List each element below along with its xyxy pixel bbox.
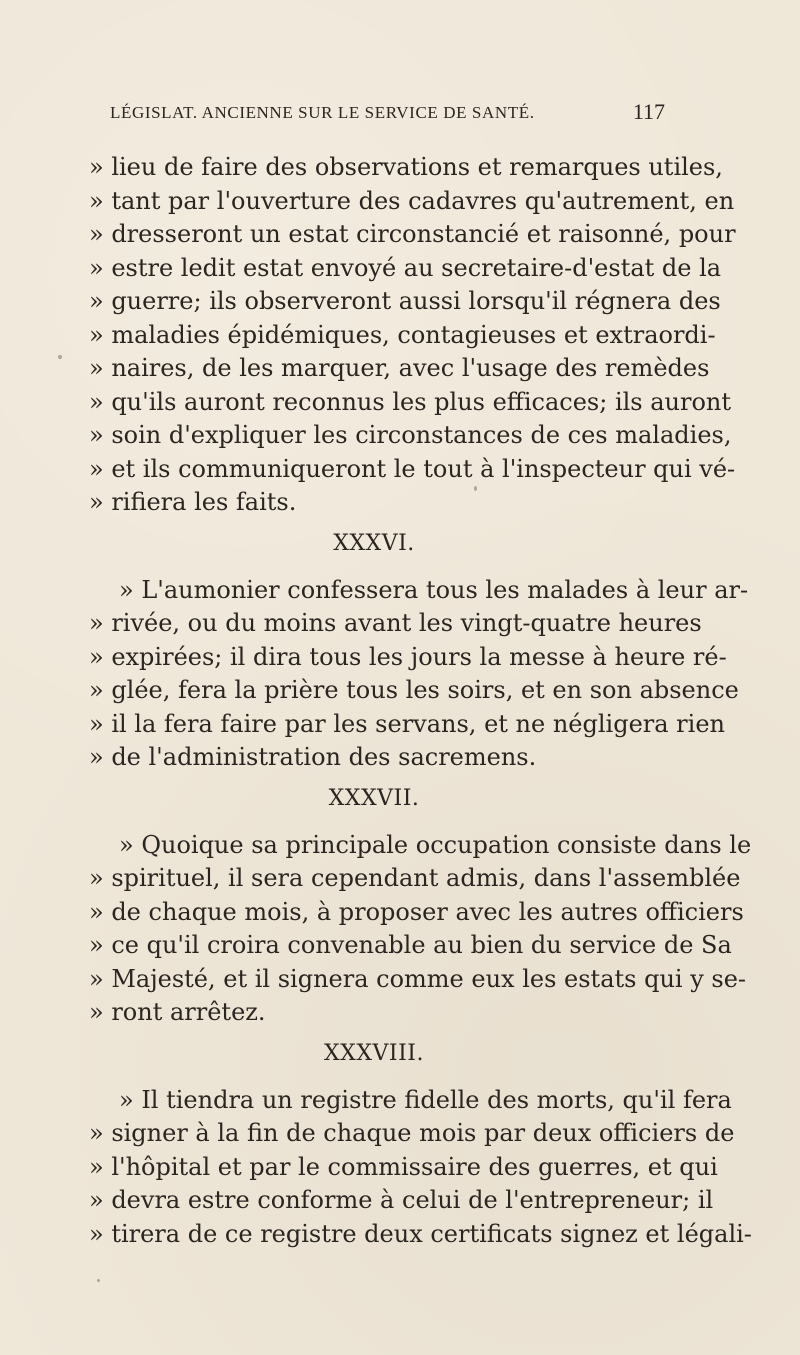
text-line: » soin d'expliquer les circonstances de ces maladies, <box>89 421 732 449</box>
text-line: » devra estre conforme à celui de l'entrepreneur; il <box>89 1186 714 1214</box>
text-line: » il la fera faire par les servans, et ne négligera rien <box>89 709 725 738</box>
text-line: » rivée, ou du moins avant les vingt-quatre heures <box>89 609 702 637</box>
article-heading: XXXVI. <box>333 530 415 556</box>
text-line: » naires, de les marquer, avec l'usage des remèdes <box>89 354 710 382</box>
text-line: » de l'administration des sacremens. <box>89 743 537 771</box>
text-line: » glée, fera la prière tous les soirs, et en son absence <box>89 676 739 704</box>
text-line: » L'aumonier confessera tous les malades à leur ar- <box>119 575 749 604</box>
paragraph-continuation <box>89 151 736 520</box>
article-heading: XXXVII. <box>328 785 420 811</box>
text-line: » expirées; il dira tous les jours la messe à heure ré- <box>89 642 727 671</box>
text-line: » Majesté, et il signera comme eux les estats qui y se- <box>89 964 747 993</box>
text-line: » guerre; ils observeront aussi lorsqu'il régnera des <box>89 287 721 315</box>
text-line: » tant par l'ouverture des cadavres qu'autrement, en <box>89 186 735 215</box>
text-line: » Quoique sa principale occupation consiste dans le <box>119 830 752 859</box>
text-line: » maladies épidémiques, contagieuses et extraordi- <box>89 320 716 349</box>
page-number: 117 <box>632 99 665 124</box>
text-line: » spirituel, il sera cependant admis, dans l'assemblée <box>89 864 741 892</box>
paper-spot <box>58 355 62 359</box>
text-line: » ce qu'il croira convenable au bien du service de Sa <box>89 931 732 959</box>
running-head: LÉGISLAT. ANCIENNE SUR LE SERVICE DE SANTÉ. <box>110 103 535 122</box>
text-line: » Il tiendra un registre fidelle des morts, qu'il fera <box>119 1085 732 1114</box>
article-37 <box>89 777 752 1030</box>
article-38 <box>89 1032 752 1252</box>
text-line: » qu'ils auront reconnus les plus efficaces; ils auront <box>89 387 732 416</box>
text-line: » lieu de faire des observations et remarques utiles, <box>89 153 723 181</box>
text-line: » de chaque mois, à proposer avec les autres officiers <box>89 897 744 926</box>
paper-spot <box>474 486 477 491</box>
page-header <box>110 99 665 133</box>
text-line: » rifiera les faits. <box>89 488 297 516</box>
text-line: » et ils communiqueront le tout à l'inspecteur qui vé- <box>89 454 736 483</box>
article-heading: XXXVIII. <box>324 1040 424 1066</box>
text-line: » estre ledit estat envoyé au secretaire-d'estat de la <box>89 253 722 282</box>
body-text <box>89 151 752 1251</box>
text-line: » signer à la fin de chaque mois par deux officiers de <box>89 1119 735 1147</box>
text-line: » ront arrêtez. <box>89 998 266 1026</box>
text-line: » l'hôpital et par le commissaire des guerres, et qui <box>89 1152 718 1181</box>
paper-spot <box>97 1279 100 1282</box>
text-line: » dresseront un estat circonstancié et raisonné, pour <box>89 220 736 248</box>
article-36 <box>89 522 749 775</box>
text-line: » tirera de ce registre deux certificats signez et légali- <box>89 1219 752 1248</box>
